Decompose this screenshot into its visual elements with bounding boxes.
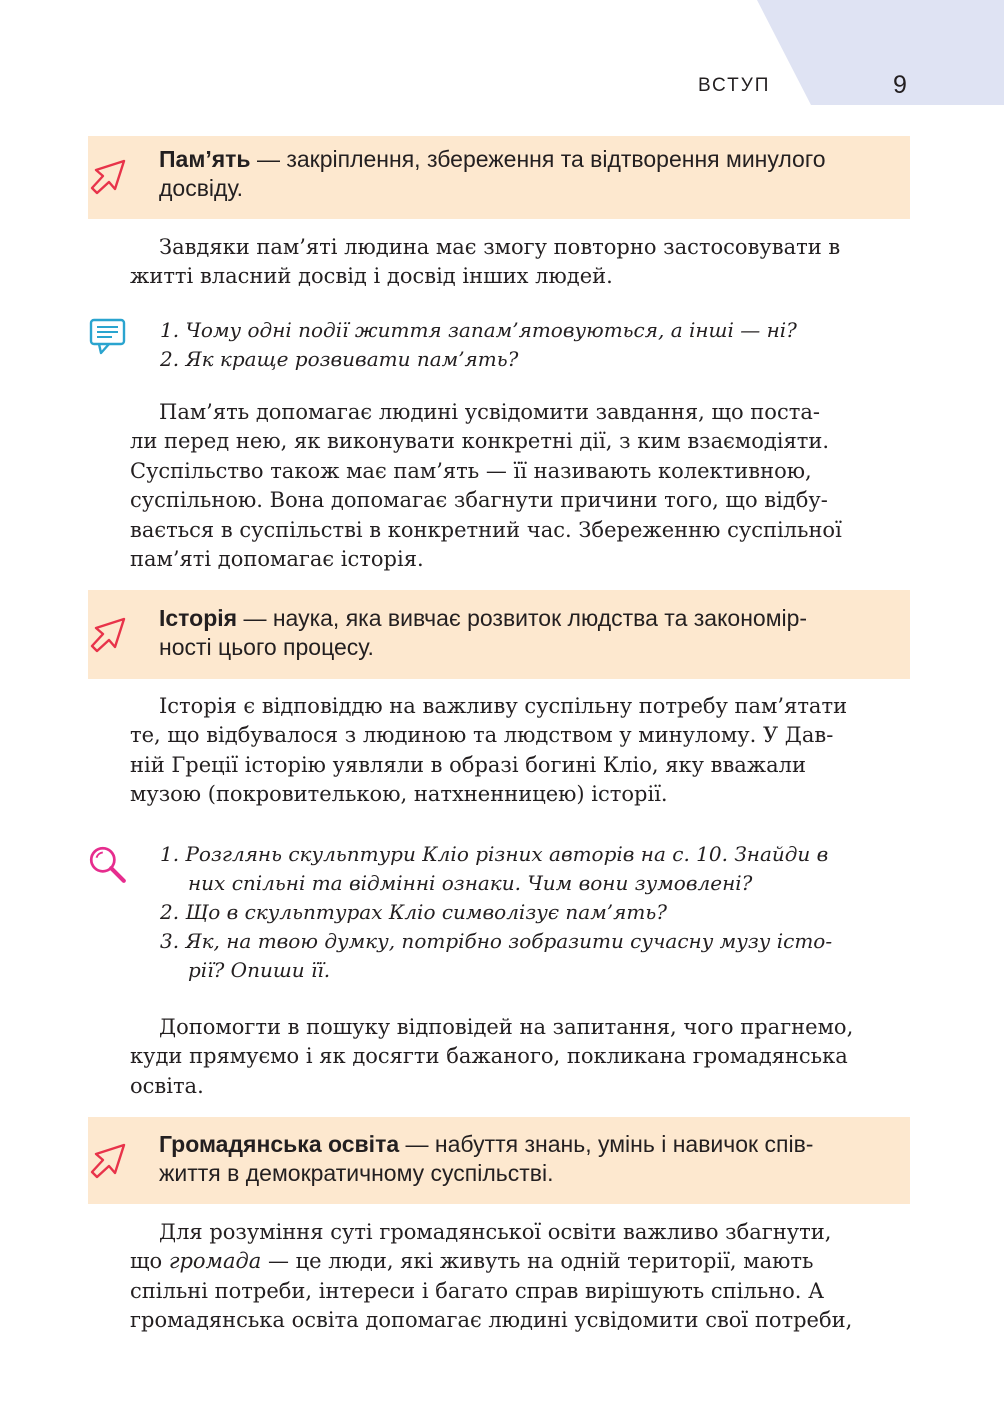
- paragraph: Допомогти в пошуку відповідей на запитання, чого прагнемо, куди прямуємо і як досягти бажаного, покликана громадянська освіта.: [130, 1015, 854, 1098]
- paragraph: Завдяки пам’яті людина має змогу повторно застосовувати в житті власний досвід і досвід інших людей.: [130, 235, 841, 289]
- arrow-pointer-icon: [88, 1141, 128, 1181]
- definition-text: Пам’ять — закріплення, збереження та відтворення минулого досвіду.: [159, 146, 826, 201]
- paragraph: Пам’ять допомагає людині усвідомити завдання, що поста- ли перед нею, як виконувати конкретні дії, з ким взаємодіяти. Суспільство також має пам’ять — її називають колективною, суспільною. Вона допомагає збагнути причини того, що відбу- вається в суспільстві в конкретний час. Збереженню суспільної пам’яті допомагає історія.: [130, 400, 842, 572]
- arrow-pointer-icon: [88, 157, 128, 197]
- list-item: 3. Як, на твою думку, потрібно зобразити сучасну музу істо-: [160, 929, 833, 953]
- arrow-pointer-icon: [88, 615, 128, 655]
- definition-box-memory: [88, 136, 910, 219]
- definition-text: Історія — наука, яка вивчає розвиток людства та закономір- ності цього процесу.: [159, 605, 808, 660]
- definition-box-history: [88, 590, 910, 679]
- section-title: ВСТУП: [698, 75, 771, 96]
- paragraph: Для розуміння суті громадянської освіти важливо збагнути, що громада — це люди, які живуть на одній території, мають спільні потреби, інтереси і багато справ вирішують спільно. А громадянська освіта допомагає людині усвідомити свої потреби,: [130, 1220, 853, 1333]
- exploration-questions: 1. Розглянь скульптури Кліо різних авторів на с. 10. Знайди в них спільні та відмінні ознаки. Чим вони зумовлені? 2. Що в скульптурах Кліо символізує пам’ять? 3. Як, на твою думку, потрібно зобразити сучасну музу істо- рії? Опиши її.: [160, 840, 910, 985]
- definition-box-civic-education: [88, 1117, 910, 1204]
- page-number: 9: [893, 71, 907, 99]
- corner-decoration: [0, 0, 1004, 110]
- chat-bubble-icon: [88, 317, 128, 357]
- definition-term: Громадянська освіта: [159, 1131, 400, 1157]
- list-item: 2. Як краще розвивати пам’ять?: [160, 347, 519, 371]
- list-item: 1. Чому одні події життя запам’ятовуються, а інші — ні?: [160, 318, 797, 342]
- paragraph: Історія є відповіддю на важливу суспільну потребу пам’ятати те, що відбувалося з людиною та людством у минулому. У Дав- ній Греції історію уявляли в образі богині Кліо, яку вважали музою (покровителькою, натхненницею) історії.: [130, 694, 848, 807]
- definition-term: Пам’ять: [159, 146, 251, 172]
- list-item: 2. Що в скульптурах Кліо символізує пам’ять?: [160, 900, 667, 924]
- definition-text: Громадянська освіта — набуття знань, умінь і навичок спів- життя в демократичному суспільстві.: [159, 1131, 814, 1186]
- definition-term: Історія: [159, 605, 238, 631]
- discussion-questions: [160, 316, 910, 374]
- emphasized-term: громада: [168, 1249, 262, 1274]
- magnifier-icon: [86, 843, 128, 885]
- list-item: 1. Розглянь скульптури Кліо різних авторів на с. 10. Знайди в: [160, 842, 829, 866]
